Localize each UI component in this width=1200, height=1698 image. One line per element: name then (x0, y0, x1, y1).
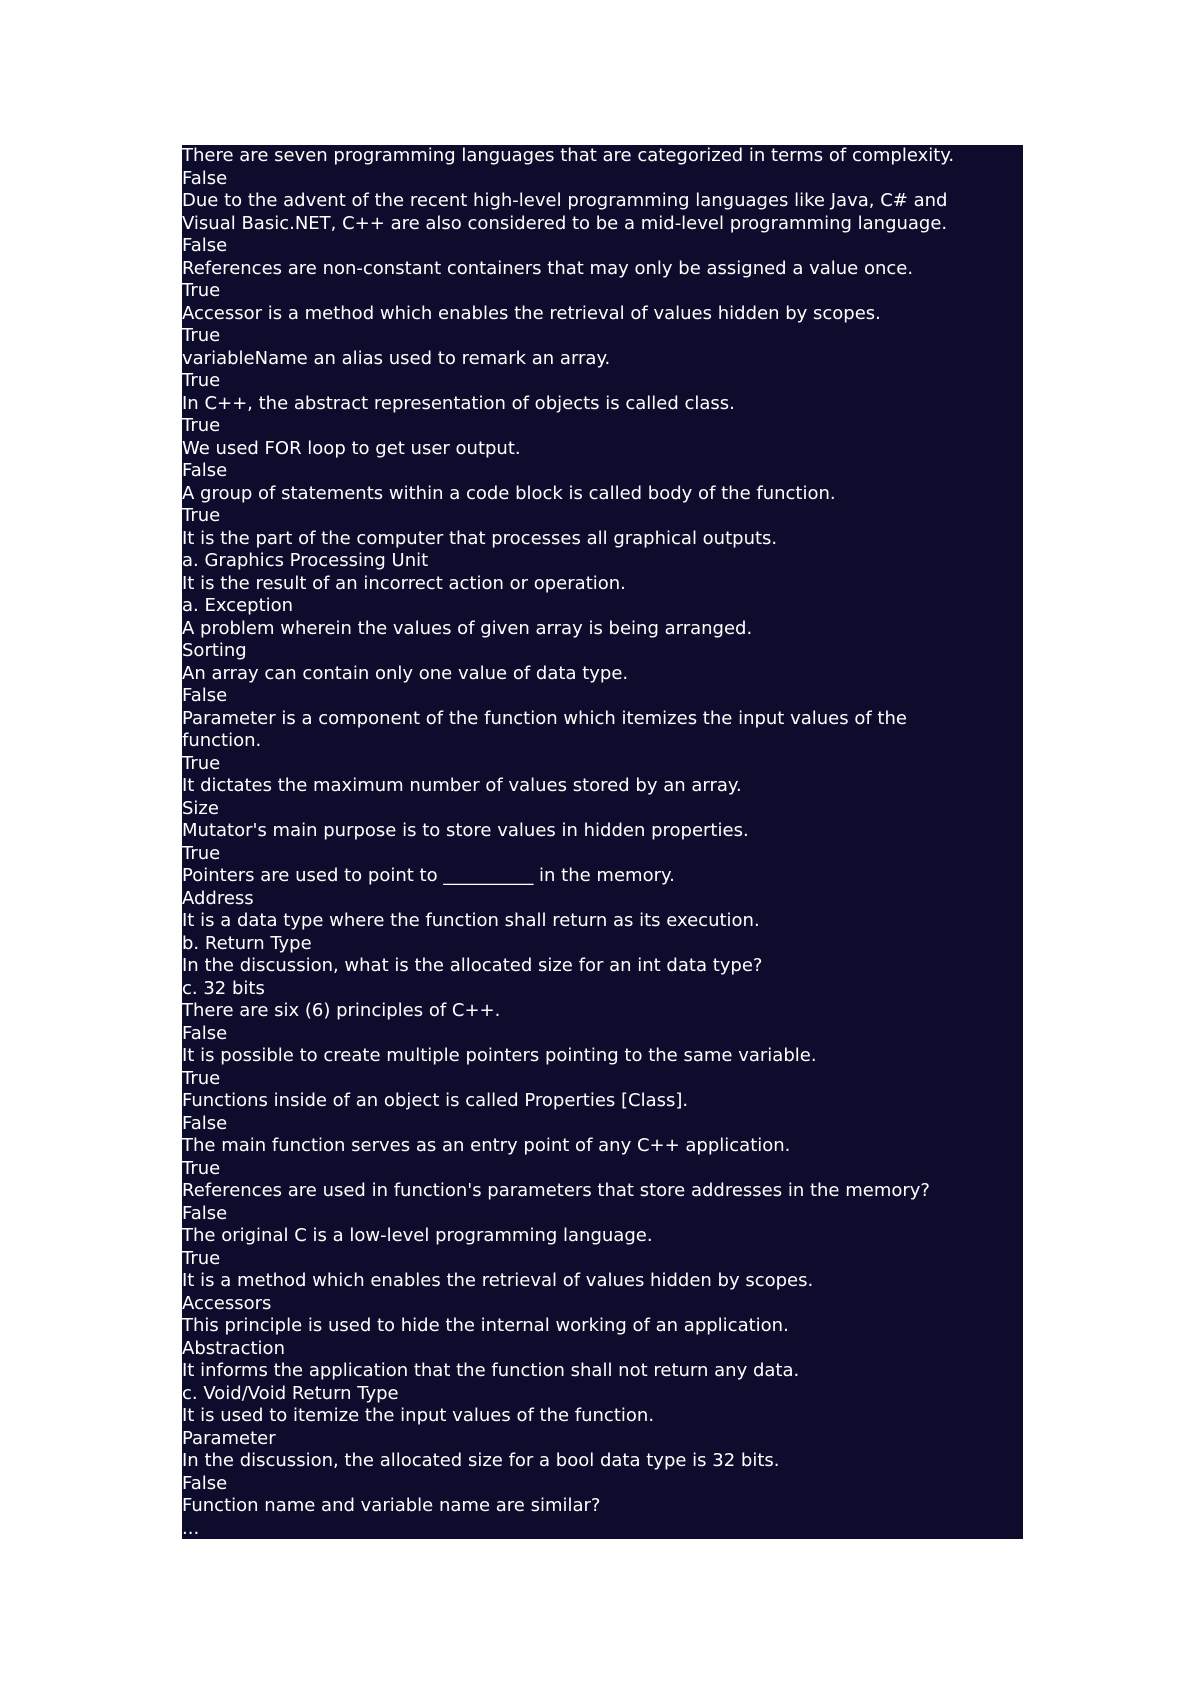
text-line: ... (182, 1517, 200, 1539)
text-line: True (182, 505, 221, 526)
text-line: Parameter (182, 1427, 276, 1449)
text-line: It is possible to create multiple pointers pointing to the same variable. (182, 1045, 817, 1066)
text-line: False (182, 1022, 228, 1044)
text-line: In the discussion, what is the allocated size for an int data type? (182, 955, 763, 976)
text-line: True (182, 415, 221, 436)
text-line: Size (182, 797, 219, 819)
text-line: It is a data type where the function shall return as its execution. (182, 910, 760, 931)
text-line: True (182, 280, 221, 301)
text-line: Functions inside of an object is called Properties [Class]. (182, 1090, 689, 1111)
text-line: In C++, the abstract representation of objects is called class. (182, 392, 735, 414)
text-line: True (182, 370, 221, 391)
text-line: Function name and variable name are similar? (182, 1495, 601, 1516)
text-line: False (182, 235, 228, 256)
text-line: We used FOR loop to get user output. (182, 437, 521, 459)
text-line: True (182, 842, 221, 864)
text-line: a. Exception (182, 595, 294, 616)
text-line: c. 32 bits (182, 977, 265, 999)
text-line: True (182, 325, 221, 346)
text-line: References are used in function's parameters that store addresses in the memory? (182, 1180, 930, 1201)
text-line: An array can contain only one value of data type. (182, 662, 629, 684)
text-line: It informs the application that the function shall not return any data. (182, 1360, 800, 1381)
text-line: False (182, 685, 228, 706)
qa-text-block (182, 145, 1023, 1539)
text-line: Mutator's main purpose is to store values in hidden properties. (182, 820, 749, 841)
text-line: It is used to itemize the input values of the function. (182, 1405, 655, 1426)
text-line: A problem wherein the values of given array is being arranged. (182, 617, 753, 639)
text-line: False (182, 1112, 228, 1134)
text-line: Pointers are used to point to __________ in the memory. (182, 865, 675, 886)
text-line: This principle is used to hide the internal working of an application. (182, 1315, 789, 1336)
text-line: True (182, 752, 221, 774)
text-line: It dictates the maximum number of values stored by an array. (182, 775, 742, 796)
text-line: False (182, 460, 228, 481)
text-line: Accessor is a method which enables the retrieval of values hidden by scopes. (182, 302, 881, 324)
text-line: In the discussion, the allocated size for a bool data type is 32 bits. (182, 1450, 780, 1471)
text-line: False (182, 167, 228, 189)
text-line: True (182, 1247, 221, 1269)
text-line: c. Void/Void Return Type (182, 1382, 399, 1404)
text-line: Visual Basic.NET, C++ are also considered to be a mid-level programming language. (182, 212, 948, 234)
text-line: A group of statements within a code block is called body of the function. (182, 482, 836, 504)
text-line: variableName an alias used to remark an array. (182, 347, 611, 369)
text-line: Address (182, 887, 254, 909)
text-line: Parameter is a component of the function which itemizes the input values of the (182, 707, 907, 729)
text-line: Accessors (182, 1292, 272, 1314)
text-line: a. Graphics Processing Unit (182, 550, 429, 571)
text-line: True (182, 1157, 221, 1179)
text-line: b. Return Type (182, 932, 312, 954)
text-line: Sorting (182, 640, 247, 661)
text-line: False (182, 1202, 228, 1224)
text-line: function. (182, 730, 262, 751)
text-line: The main function serves as an entry point of any C++ application. (182, 1135, 791, 1156)
text-line: It is the result of an incorrect action or operation. (182, 572, 626, 594)
text-line: It is a method which enables the retrieval of values hidden by scopes. (182, 1270, 814, 1291)
text-line: Abstraction (182, 1337, 285, 1359)
text-line: Due to the advent of the recent high-level programming languages like Java, C# and (182, 190, 948, 211)
text-line: False (182, 1472, 228, 1494)
text-line: True (182, 1067, 221, 1089)
text-line: The original C is a low-level programming language. (182, 1225, 653, 1246)
text-line: It is the part of the computer that processes all graphical outputs. (182, 527, 778, 549)
text-line: References are non-constant containers that may only be assigned a value once. (182, 257, 914, 279)
text-line: There are six (6) principles of C++. (182, 1000, 501, 1021)
text-line: There are seven programming languages that are categorized in terms of complexity. (182, 145, 955, 166)
